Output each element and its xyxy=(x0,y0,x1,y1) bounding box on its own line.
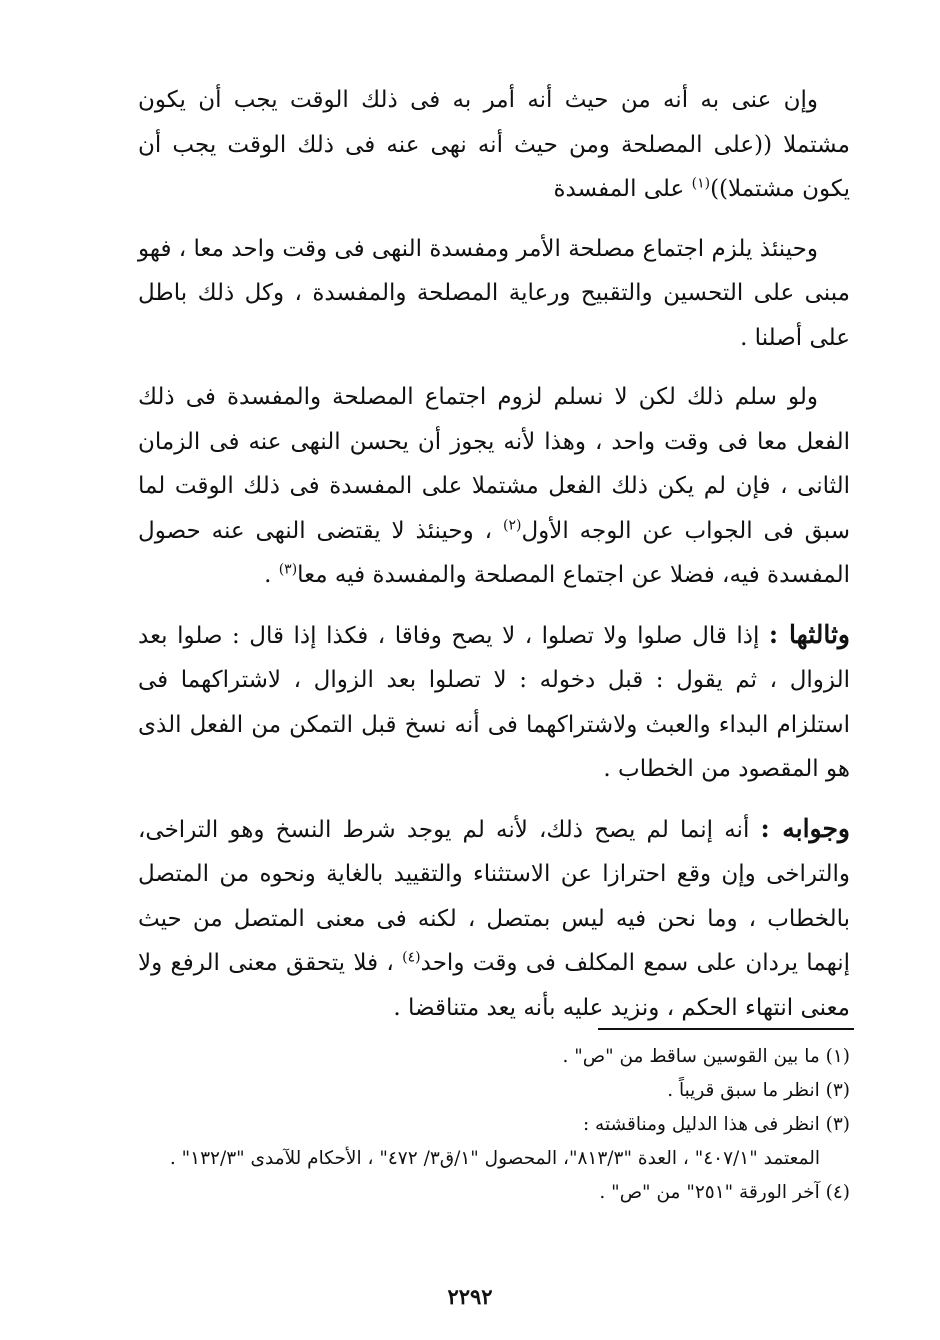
paragraph-2 xyxy=(138,227,850,361)
paragraph-text: أنه إنما لم يصح ذلك، لأنه لم يوجد شرط النسخ وهو التراخى، والتراخى وإن وقع احترازا عن الاستثناء والتقييد بالغاية ونحوه من المتصل بالخطاب ، وما نحن فيه ليس بمتصل ، لكنه فى معنى المتصل من حيث إنهما يردان على سمع المكلف فى وقت واحد xyxy=(138,816,850,976)
footnotes xyxy=(138,1040,850,1210)
paragraph-text: ولو سلم ذلك لكن لا نسلم لزوم اجتماع المصلحة والمفسدة فى ذلك الفعل معا فى وقت واحد ، وهذا لأنه يجوز أن يحسن النهى عنه فى الزمان الثانى ، فإن لم يكن ذلك الفعل مشتملا على المفسدة فى ذلك الوقت لما سبق فى الجواب عن الوجه الأول xyxy=(138,384,851,544)
footnote-mark: (٣) xyxy=(278,561,298,578)
paragraph-text: وحينئذ يلزم اجتماع مصلحة الأمر ومفسدة النهى فى وقت واحد معا ، فهو مبنى على التحسين والتقبيح ورعاية المصلحة والمفسدة ، وكل ذلك باطل على أصلنا . xyxy=(138,235,850,351)
paragraph-lead: وجوابه : xyxy=(760,813,850,843)
footnote-mark: (٢) xyxy=(502,516,522,533)
footnote-separator xyxy=(598,1028,854,1030)
footnote-mark: (١) xyxy=(691,175,711,192)
footnote-4: (٤) آخر الورقة "٢٥١" من "ص" . xyxy=(599,1182,850,1203)
paragraph-4 xyxy=(138,613,850,792)
paragraph-tail: على المفسدة xyxy=(553,176,692,202)
paragraph-3 xyxy=(138,375,850,598)
paragraph-text: إذا قال صلوا ولا تصلوا ، لا يصح وفاقا ، فكذا إذا قال : صلوا بعد الزوال ، ثم يقول : قبل دخوله : لا تصلوا بعد الزوال ، لاشتراكهما فى استلزام البداء والعبث ولاشتراكهما فى أنه نسخ قبل التمكن من الفعل الذى هو المقصود من الخطاب . xyxy=(138,622,850,782)
page-number: ٢٢٩٢ xyxy=(447,1284,493,1309)
footnote-1: (١) ما بين القوسين ساقط من "ص" . xyxy=(562,1046,850,1067)
paragraph-5 xyxy=(138,807,850,1031)
paragraph-lead: وثالثها : xyxy=(768,619,851,649)
paragraph-tail: . xyxy=(264,562,279,588)
footnote-2: (٣) انظر ما سبق قريباً . xyxy=(667,1080,850,1101)
footnote-mark: (٤) xyxy=(402,949,421,966)
footnote-3: (٣) انظر فى هذا الدليل ومناقشته : xyxy=(582,1114,850,1135)
paragraph-text: وإن عنى به أنه من حيث أنه أمر به فى ذلك الوقت يجب أن يكون مشتملا ((على المصلحة ومن حيث أنه نهى عنه فى ذلك الوقت يجب أن يكون مشتملا)) xyxy=(138,87,850,202)
paragraph-tail: ، وحينئذ لا يقتضى النهى عنه حصول المفسدة فيه، فضلا عن اجتماع المصلحة والمفسدة فيه معا xyxy=(138,517,850,588)
footnote-3-references: المعتمد "٤٠٧/١" ، العدة "٨١٣/٣"، المحصول "١/ق٣/ ٤٧٢" ، الأحكام للآمدى "١٣٢/٣" . xyxy=(169,1148,820,1169)
page-body xyxy=(138,78,850,1045)
paragraph-tail: ، فلا يتحقق معنى الرفع ولا معنى انتهاء الحكم ، ونزيد عليه بأنه يعد متناقضا . xyxy=(138,950,850,1021)
paragraph-1 xyxy=(138,78,850,212)
